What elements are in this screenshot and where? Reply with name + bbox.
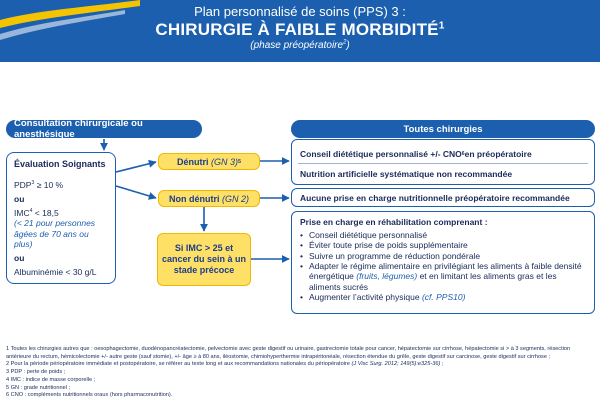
header-phase: (phase préopératoire$^2$) bbox=[250, 39, 350, 51]
imc-criterion: $IMC^4 < 18,5$ bbox=[14, 207, 59, 218]
arrow-eval-to-nondenutri bbox=[116, 186, 156, 198]
nutrition-artificielle-line: Nutrition artificielle systématique non recommandée bbox=[300, 168, 513, 179]
non-denutri-recommendation-box: Aucune prise en charge nutritionnelle préopératoire recommandée bbox=[291, 188, 595, 207]
albumin-criterion: Albuminémie < 30 g/L bbox=[14, 266, 97, 277]
pdp-criterion: $PDP^3 \ge 10$ % bbox=[14, 180, 64, 191]
imc-note: (< 21 pour personnes âgées de 70 ans ou plus) bbox=[14, 218, 96, 250]
header-subtitle: Plan personnalisé de soins (PPS) 3 : bbox=[194, 4, 406, 19]
non-denutri-box: Non dénutri (GN 2) bbox=[158, 190, 260, 207]
or-label-1: ou bbox=[14, 193, 25, 204]
consultation-label: Consultation chirurgicale ou anesthésique bbox=[6, 120, 202, 138]
footnote-4: 4 IMC : indice de masse corporelle ; bbox=[6, 376, 96, 383]
toutes-chirurgies-header: Toutes chirurgies bbox=[291, 120, 595, 138]
evaluation-title: Évaluation Soignants bbox=[14, 159, 106, 169]
footnote-1: 1 Toutes les chirurgies autres que : oesophagectomie, duodénopancréatectomie, pelvectomie avec geste digestif ou urinaire, gastrectomie totale pour cancer, hépatectomie sur cirrhose, hépatectomie si > à 3 segments, résection antérieure du rectum, hémicolectomie +/- autre geste (sauf stomie), +/- âge ≥ à 80 ans, iléostomie, chimiohyperthermie intrapéritonéale, résection étendue du grêle, geste digestif sur carcinose, geste digestif sur cirrhose ; bbox=[6, 346, 571, 360]
list-item: • Éviter toute prise de poids supplémentaire bbox=[300, 240, 586, 250]
list-item: • Conseil diététique personnalisé bbox=[300, 230, 586, 240]
denutri-box: Dénutri (GN 3) 5 bbox=[158, 153, 260, 170]
header-title: CHIRURGIE À FAIBLE MORBIDITÉ$^1$ bbox=[155, 20, 445, 39]
footnote-5: 5 GN : grade nutritionnel ; bbox=[6, 384, 71, 391]
conseil-dietetique-line: Conseil diététique personnalisé +/- CNO 6 en préopératoire bbox=[300, 148, 532, 159]
or-label-2: ou bbox=[14, 253, 25, 263]
list-item: • Adapter le régime alimentaire en privilégiant les aliments à faible densité énergétique (fruits, légumes) et en limitant les aliments gras et les aliments sucrés bbox=[300, 261, 586, 292]
list-item: • Augmenter l’activité physique (cf. PPS10) bbox=[300, 292, 586, 302]
footnote-6: 6 CNO : compléments nutritionnels oraux (hors pharmaconutrition). bbox=[6, 392, 173, 399]
arrow-eval-to-denutri bbox=[116, 162, 156, 172]
list-item: • Suivre un programme de réduction pondérale bbox=[300, 251, 586, 261]
footnote-2: 2 Pour la période périopératoire immédiate et postopératoire, se référer au texte long et aux recommandations nationales du périopératoire (J Visc Surg. 2012; 149(5):e325-36) ; bbox=[6, 361, 444, 368]
footnotes bbox=[6, 346, 596, 400]
imc-cancer-box: Si IMC > 25 et cancer du sein à un stade précoce bbox=[157, 233, 251, 286]
footnote-3: 3 PDP : perte de poids ; bbox=[6, 369, 66, 376]
rehabilitation-title: Prise en charge en réhabilitation comprenant : bbox=[300, 217, 488, 227]
